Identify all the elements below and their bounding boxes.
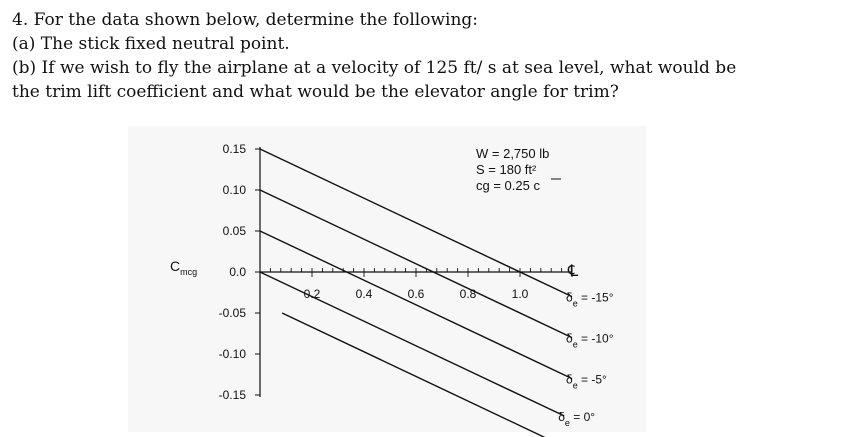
series-label: $\delta_e = -10^\circ$	[566, 331, 614, 350]
y-axis-label	[170, 258, 197, 277]
annotation-weight: W = 2,750 lb	[476, 146, 550, 161]
x-tick-label: 0.6	[407, 287, 425, 301]
series-line	[260, 190, 572, 338]
y-tick-label: -0.05	[218, 306, 246, 320]
annotation-area: S = 180 ft²	[476, 162, 537, 177]
series-label: $\delta_e = 0^\circ$	[558, 409, 596, 428]
x-tick-label: 0.2	[303, 287, 321, 301]
y-tick-label: 0.15	[222, 142, 246, 156]
y-tick-label: 0.10	[222, 183, 246, 197]
chart-labels	[219, 142, 614, 437]
problem-line-3: (b) If we wish to fly the airplane at a velocity of 125 ft/ s at sea level, what would be	[12, 58, 737, 78]
annotation-cg: cg = 0.25 c	[476, 178, 540, 193]
series-line	[282, 313, 559, 437]
y-axis-label-main: C	[170, 258, 181, 274]
series-label: $\delta_e = -5^\circ$	[566, 372, 607, 391]
x-tick-label: 0.8	[459, 287, 477, 301]
centerline-symbol: ℄	[568, 263, 579, 280]
y-tick-label: -0.10	[218, 347, 246, 361]
problem-line-4: the trim lift coefficient and what would be the elevator angle for trim?	[12, 82, 619, 102]
x-tick-label: 1.0	[511, 287, 529, 301]
series-line	[260, 231, 572, 379]
problem-line-2: (a) The stick fixed neutral point.	[12, 34, 290, 54]
problem-line-1: 4. For the data shown below, determine the following:	[12, 10, 479, 30]
y-tick-label: 0.0	[229, 265, 246, 279]
x-tick-label: 0.4	[355, 287, 373, 301]
series-label: $\delta_e = -15^\circ$	[566, 290, 614, 309]
y-axis-label-sub: mcg	[180, 267, 198, 277]
y-tick-label: -0.15	[218, 388, 246, 402]
y-tick-label: 0.05	[222, 224, 246, 238]
